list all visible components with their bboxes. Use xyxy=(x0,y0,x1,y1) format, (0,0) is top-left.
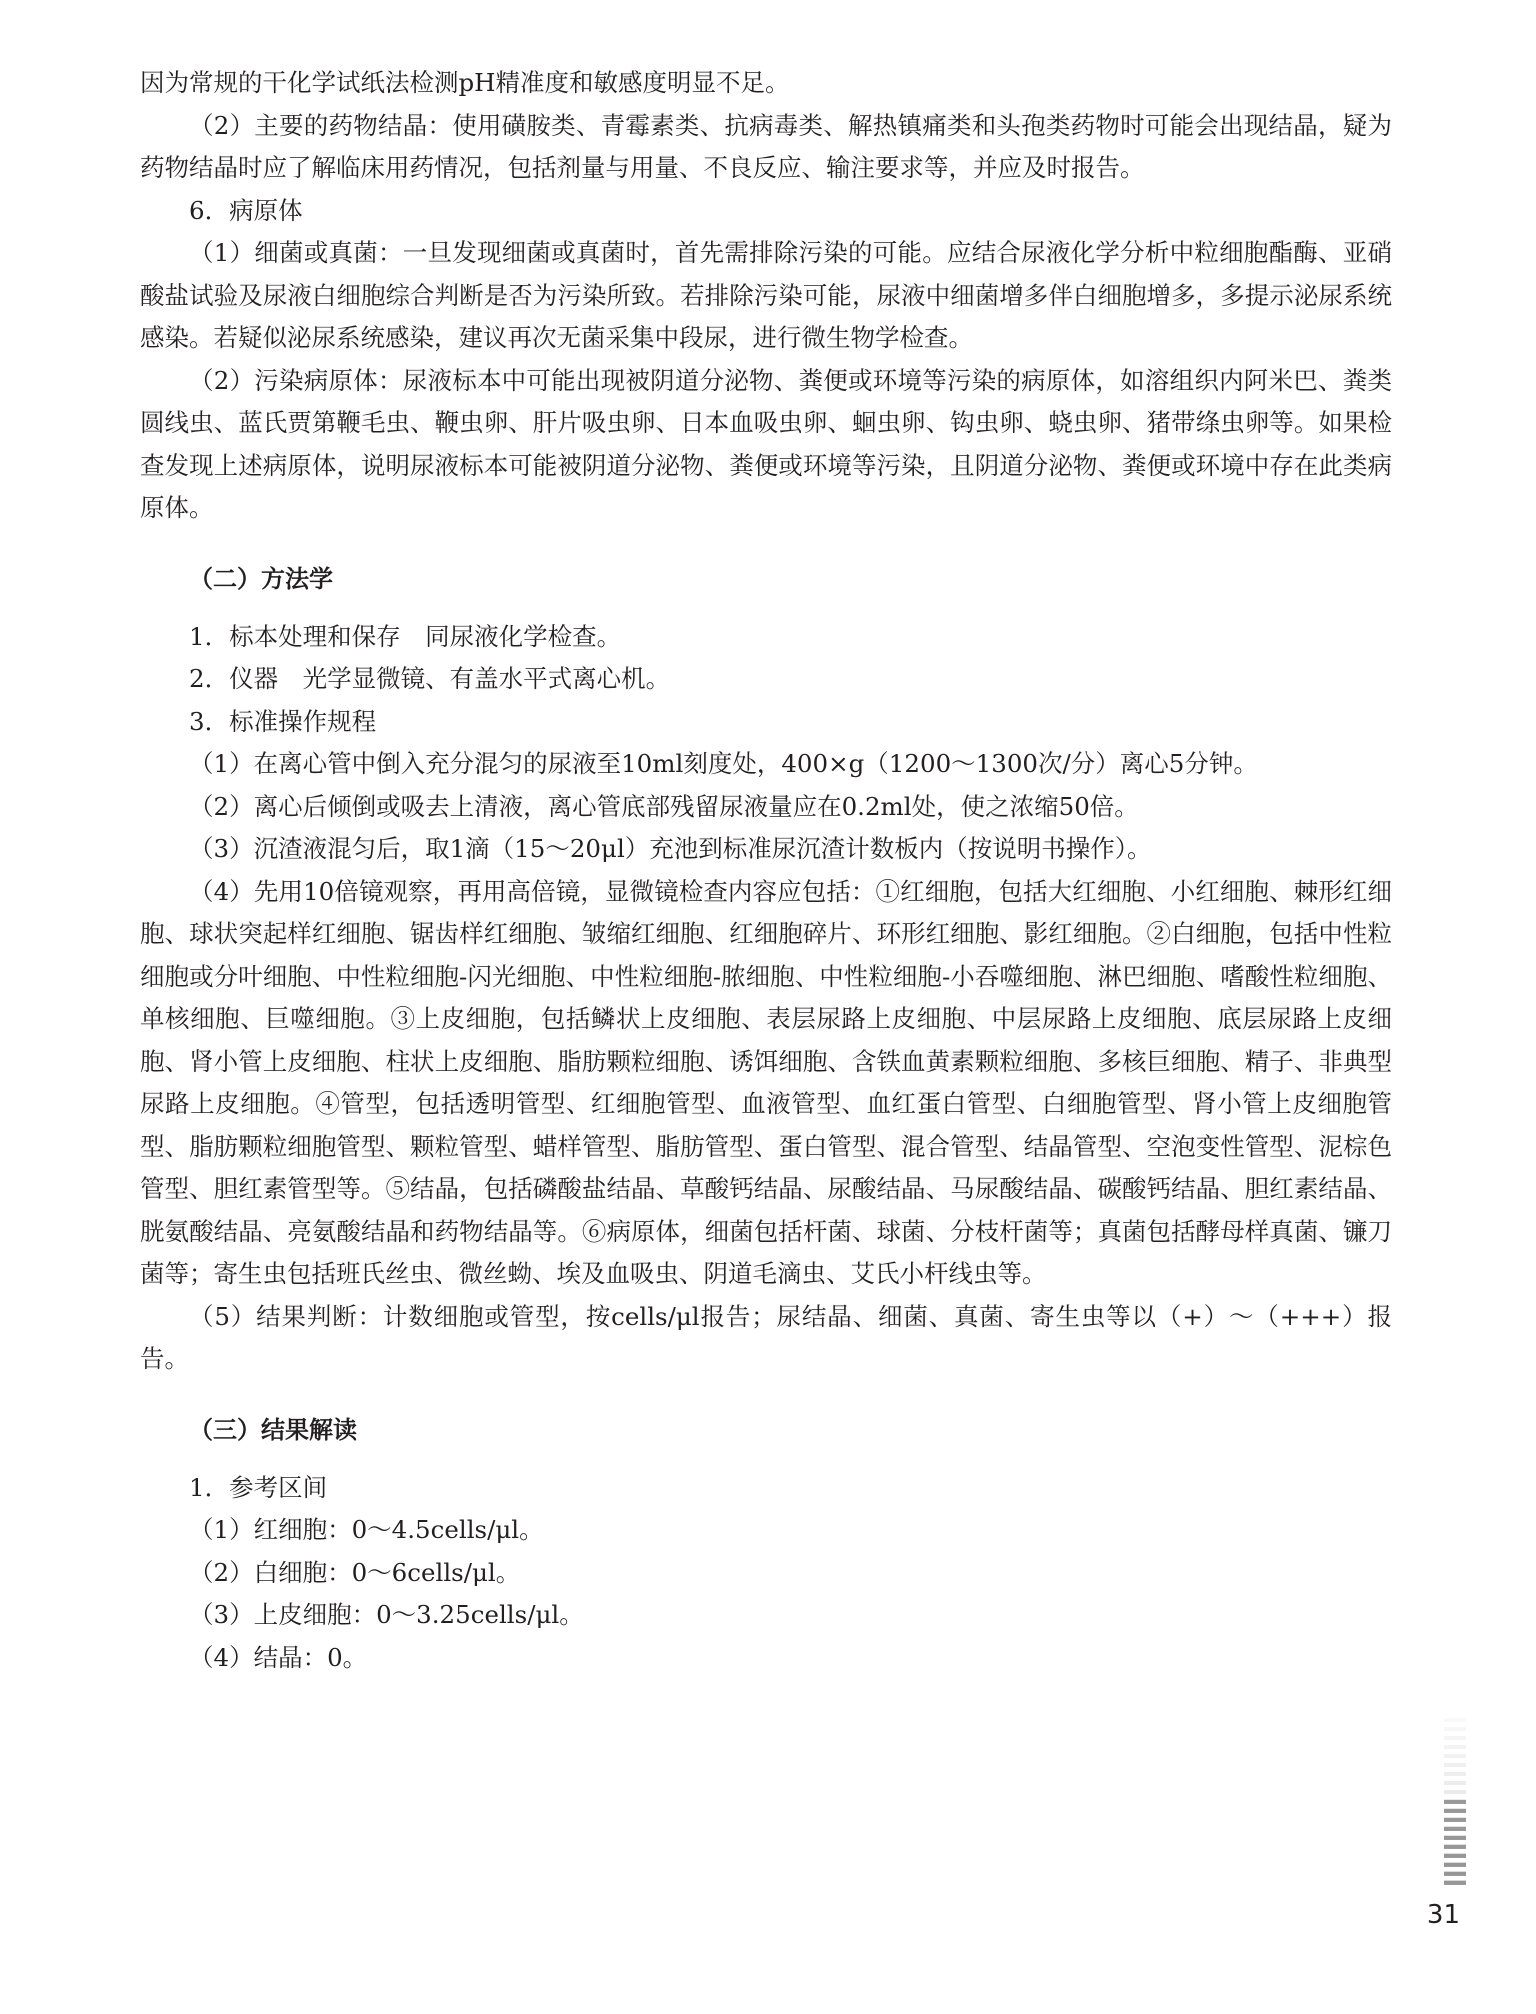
paragraph-contaminating-pathogens: （2）污染病原体：尿液标本中可能出现被阴道分泌物、粪便或环境等污染的病原体，如溶组织内阿米巴、粪类圆线虫、蓝氏贾第鞭毛虫、鞭虫卵、肝片吸虫卵、日本血吸虫卵、蛔虫卵、钩虫卵、蛲虫卵、猪带绦虫卵等。如果检查发现上述病原体，说明尿液标本可能被阴道分泌物、粪便或环境等污染，且阴道分泌物、粪便或环境中存在此类病原体。 xyxy=(140,365,1392,522)
reference-wbc: （2）白细胞：0～6cells/μl。 xyxy=(189,1557,521,1587)
paragraph-sop-step-5: （5）结果判断：计数细胞或管型，按cells/μl报告；尿结晶、细菌、真菌、寄生虫等以（+）～（+++）报告。 xyxy=(140,1301,1392,1373)
subheading-pathogens: 6．病原体 xyxy=(189,195,303,225)
reference-crystals: （4）结晶：0。 xyxy=(189,1642,368,1672)
paragraph-sop-step-4: （4）先用10倍镜观察，再用高倍镜，显微镜检查内容应包括：①红细胞，包括大红细胞、小红细胞、棘形红细胞、球状突起样红细胞、锯齿样红细胞、皱缩红细胞、红细胞碎片、环形红细胞、影红细胞。②白细胞，包括中性粒细胞或分叶细胞、中性粒细胞-闪光细胞、中性粒细胞-脓细胞、中性粒细胞-小吞噬细胞、淋巴细胞、嗜酸性粒细胞、单核细胞、巨噬细胞。③上皮细胞，包括鳞状上皮细胞、表层尿路上皮细胞、中层尿路上皮细胞、底层尿路上皮细胞、肾小管上皮细胞、柱状上皮细胞、脂肪颗粒细胞、诱饵细胞、含铁血黄素颗粒细胞、多核巨细胞、精子、非典型尿路上皮细胞。④管型，包括透明管型、红细胞管型、血液管型、血红蛋白管型、白细胞管型、肾小管上皮细胞管型、脂肪颗粒细胞管型、颗粒管型、蜡样管型、脂肪管型、蛋白管型、混合管型、结晶管型、空泡变性管型、泥棕色管型、胆红素管型等。⑤结晶，包括磷酸盐结晶、草酸钙结晶、尿酸结晶、马尿酸结晶、碳酸钙结晶、胆红素结晶、胱氨酸结晶、亮氨酸结晶和药物结晶等。⑥病原体，细菌包括杆菌、球菌、分枝杆菌等；真菌包括酵母样真菌、镰刀菌等；寄生虫包括班氏丝虫、微丝蚴、埃及血吸虫、阴道毛滴虫、艾氏小杆线虫等。 xyxy=(140,876,1392,1288)
edge-decoration-bars-dark xyxy=(1444,1800,1466,1888)
paragraph-specimen-handling: 1．标本处理和保存 同尿液化学检查。 xyxy=(189,621,622,651)
paragraph-drug-crystals: （2）主要的药物结晶：使用磺胺类、青霉素类、抗病毒类、解热镇痛类和头孢类药物时可能会出现结晶，疑为药物结晶时应了解临床用药情况，包括剂量与用量、不良反应、输注要求等，并应及时报告。 xyxy=(140,110,1392,182)
subheading-reference-range: 1．参考区间 xyxy=(189,1472,328,1502)
paragraph-sop-step-1: （1）在离心管中倒入充分混匀的尿液至10ml刻度处，400×g（1200～1300次/分）离心5分钟。 xyxy=(189,749,1258,778)
page-body xyxy=(140,62,1392,1679)
paragraph-instruments: 2．仪器 光学显微镜、有盖水平式离心机。 xyxy=(189,664,671,693)
subheading-sop: 3．标准操作规程 xyxy=(189,706,377,736)
reference-rbc: （1）红细胞：0～4.5cells/μl。 xyxy=(189,1515,544,1544)
paragraph-ph-continuation: 因为常规的干化学试纸法检测pH精准度和敏感度明显不足。 xyxy=(140,68,790,97)
reference-epithelial: （3）上皮细胞：0～3.25cells/μl。 xyxy=(189,1600,584,1629)
section-heading-results: （三）结果解读 xyxy=(189,1415,357,1444)
paragraph-sop-step-2: （2）离心后倾倒或吸去上清液，离心管底部残留尿液量应在0.2ml处，使之浓缩50倍。 xyxy=(189,791,1139,821)
section-heading-methods: （二）方法学 xyxy=(189,564,333,593)
paragraph-bacteria-fungi: （1）细菌或真菌：一旦发现细菌或真菌时，首先需排除污染的可能。应结合尿液化学分析中粒细胞酯酶、亚硝酸盐试验及尿液白细胞综合判断是否为污染所致。若排除污染可能，尿液中细菌增多伴白细胞增多，多提示泌尿系统感染。若疑似泌尿系统感染，建议再次无菌采集中段尿，进行微生物学检查。 xyxy=(140,238,1392,352)
paragraph-sop-step-3: （3）沉渣液混匀后，取1滴（15～20μl）充池到标准尿沉渣计数板内（按说明书操作）。 xyxy=(189,834,1152,863)
page-number: 31 xyxy=(1426,1900,1460,1930)
